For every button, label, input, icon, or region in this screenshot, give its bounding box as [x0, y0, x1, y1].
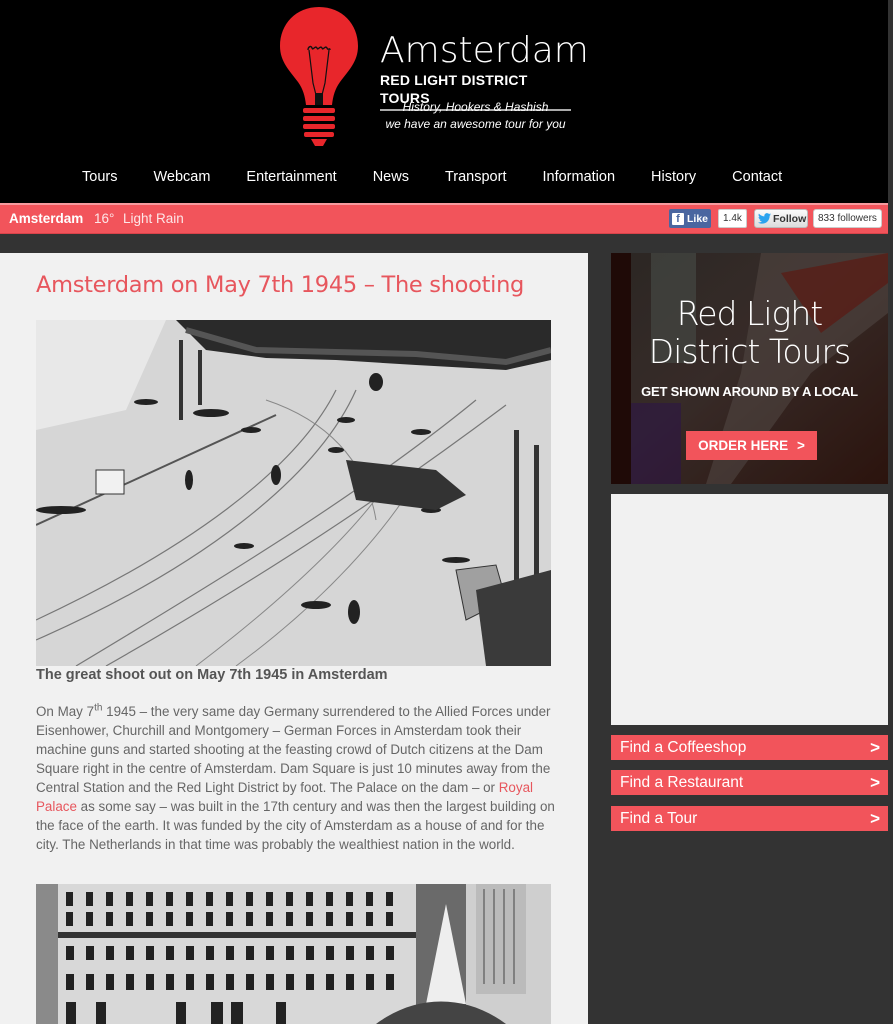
- find-tour-link[interactable]: [611, 806, 888, 831]
- nav-webcam[interactable]: Webcam: [153, 169, 211, 185]
- logo-title: Amsterdam: [380, 30, 589, 71]
- photo-illustration: [36, 320, 551, 666]
- photo-caption: The great shoot out on May 7th 1945 in Amsterdam: [36, 667, 388, 683]
- nav-information[interactable]: Information: [542, 169, 616, 185]
- logo-tagline: [380, 99, 571, 133]
- photo-illustration: [36, 884, 551, 1024]
- site-header: [0, 0, 888, 203]
- facebook-like-count: 1.4k: [718, 209, 747, 228]
- facebook-like-button[interactable]: [669, 209, 711, 228]
- weather-temperature: 16°: [94, 211, 115, 226]
- body-text-2: 1945 – the very same day Germany surrendered to the Allied Forces under Eisenhower, Churchill and Montgomery – German Forces in Amsterdam took their machine guns and started shooting at the feasting crowd of Dutch citizens at the Dam Square right in the centre of Amsterdam. Dam Square is just 10 minutes away from the Central Station and the Red Light District by foot. The Palace on the dam – or: [36, 704, 551, 795]
- site-logo[interactable]: [278, 5, 589, 150]
- logo-subtitle: RED LIGHT DISTRICT TOURS: [380, 71, 571, 111]
- chevron-right-icon: >: [796, 438, 805, 453]
- nav-tours[interactable]: Tours: [82, 169, 118, 185]
- facebook-like-label: Like: [687, 212, 709, 225]
- body-sup: th: [94, 702, 103, 714]
- chevron-right-icon: >: [870, 809, 880, 828]
- order-here-button[interactable]: [686, 431, 817, 460]
- body-text-3: as some say – was built in the 17th century and was then the largest building on the face of the earth. It was funded by the city of Amsterdam as a house of and for the city. The Netherlands in that time was probably the wealthiest nation in the world.: [36, 799, 555, 852]
- article-content: [0, 253, 588, 1024]
- article-title[interactable]: Amsterdam on May 7th 1945 – The shooting: [36, 272, 525, 298]
- ad-title-line2: District Tours: [648, 332, 851, 371]
- ad-placeholder: [611, 494, 888, 725]
- nav-history[interactable]: History: [651, 169, 697, 185]
- ad-subtitle: GET SHOWN AROUND BY A LOCAL: [641, 384, 858, 399]
- tours-ad-banner[interactable]: [611, 253, 888, 484]
- find-coffeeshop-link[interactable]: [611, 735, 888, 760]
- find-tour-label: Find a Tour: [620, 810, 698, 827]
- chevron-right-icon: >: [870, 738, 880, 757]
- order-here-label: ORDER HERE: [698, 438, 789, 453]
- royal-palace-link[interactable]: Royal Palace: [36, 780, 533, 814]
- nav-entertainment[interactable]: Entertainment: [246, 169, 337, 185]
- twitter-follow-button[interactable]: [754, 209, 808, 228]
- main-nav: [64, 165, 800, 189]
- dam-square-shooting-photo[interactable]: [36, 320, 551, 666]
- twitter-follower-count: 833 followers: [813, 209, 882, 228]
- article-body: [36, 702, 556, 854]
- weather-city: Amsterdam: [9, 211, 84, 226]
- find-restaurant-link[interactable]: [611, 770, 888, 795]
- ad-title: [611, 295, 888, 371]
- body-text-1: On May 7: [36, 704, 95, 719]
- twitter-follow-label: Follow: [773, 212, 807, 225]
- tagline-line2: we have an awesome tour for you: [385, 117, 566, 131]
- facebook-icon: f: [672, 213, 684, 225]
- royal-palace-photo[interactable]: [36, 884, 551, 1024]
- weather-condition: Light Rain: [123, 211, 184, 226]
- weather-bar: [0, 203, 888, 234]
- find-coffeeshop-label: Find a Coffeeshop: [620, 739, 747, 756]
- ad-title-line1: Red Light: [676, 294, 823, 333]
- find-restaurant-label: Find a Restaurant: [620, 774, 744, 791]
- nav-news[interactable]: News: [372, 169, 409, 185]
- twitter-bird-icon: [758, 213, 771, 224]
- nav-contact[interactable]: Contact: [732, 169, 783, 185]
- light-bulb-icon: [278, 5, 360, 147]
- chevron-right-icon: >: [870, 773, 880, 792]
- nav-transport[interactable]: Transport: [444, 169, 507, 185]
- tagline-line1: History, Hookers & Hashish: [402, 100, 549, 114]
